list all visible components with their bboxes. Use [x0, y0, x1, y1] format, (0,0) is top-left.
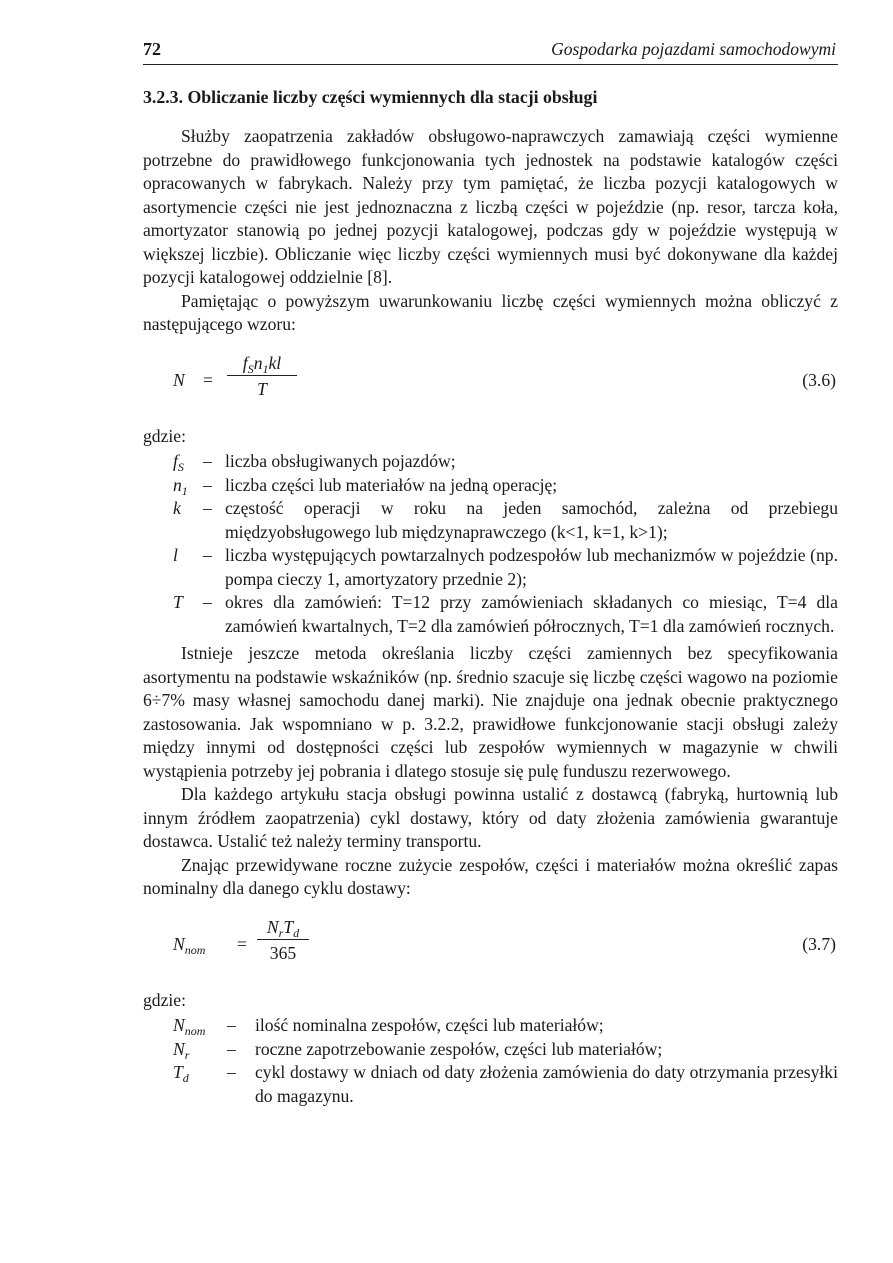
formula-3-7 [143, 915, 838, 979]
formula-equals: = [203, 369, 213, 390]
definition-Nr: $N_r$ – roczne zapotrzebowanie zespołów, części lub materiałów; [173, 1038, 663, 1062]
running-title: Gospodarka pojazdami samochodowymi [551, 39, 836, 59]
symbol-definitions-2 [143, 1014, 838, 1108]
formula-numerator: $f_Sn_1kl$ [227, 351, 297, 376]
where-label: gdzie: [143, 425, 186, 446]
definition-n1: $n_1$ – liczba części lub materiałów na jedną operację; [173, 474, 558, 498]
symbol-definitions-1 [143, 450, 838, 638]
definition-T: T – okres dla zamówień: T=12 przy zamówieniach składanych co miesiąc, T=4 dla zamówień kwartalnych, T=2 dla zamówień półrocznych, T=1 dla zamówień rocznych. [173, 592, 838, 636]
paragraph-intro: Służby zaopatrzenia zakładów obsługowo-naprawczych zamawiają części wymienne potrzebne do prawidłowego funkcjonowania tych jednostek na podstawie katalogów części opracowanych w fabrykach. Należy przy tym pamiętać, że liczba pozycji katalogowych w asortymencie części nie jest jednoznaczna z liczbą części w pojeździe (np. resor, tarcza koła, amortyzator stanowią po jednej pozycji katalogowej, podczas gdy w pojeździe występują w większej liczbie). Obliczanie więc liczby części wymiennych musi być dokonywane dla każdej pozycji katalogowej oddzielnie [8]. [143, 126, 838, 287]
formula-fraction [257, 915, 309, 966]
paragraph-nominal-stock: Znając przewidywane roczne zużycie zespołów, części i materiałów można określić zapas nominalny dla danego cyklu dostawy: [143, 854, 838, 898]
formula-denominator: T [257, 378, 267, 399]
formula-lhs: $N_{nom}$ [173, 933, 206, 957]
formula-number: (3.7) [802, 933, 836, 954]
definition-k: k – częstość operacji w roku na jeden samochód, zależna od przebiegu międzyobsługowego lub międzynaprawczego (k<1, k=1, k>1); [173, 498, 838, 542]
formula-denominator: 365 [269, 942, 297, 963]
definition-Td: $T_d$ – cykl dostawy w dniach od daty złożenia zamówienia do daty otrzymania przesyłki do magazynu. [173, 1062, 838, 1106]
book-page [143, 38, 838, 1112]
paragraph-delivery-cycle: Dla każdego artykułu stacja obsługi powinna ustalić z dostawcą (fabryką, hurtownią lub innym źródłem zaopatrzenia) cykl dostawy, który od daty złożenia zamówienia gwarantuje dostawca. Ustalić też należy terminy transportu. [143, 784, 838, 851]
formula-equals: = [237, 933, 247, 954]
page-number: 72 [143, 39, 161, 59]
where-label: gdzie: [143, 989, 186, 1010]
formula-3-6 [143, 351, 838, 415]
paragraph-alternative-method: Istnieje jeszcze metoda określania liczby części zamiennych bez specyfikowania asortymentu na podstawie wskaźników (np. średnio szacuje się liczbę części wagowo na poziomie 6÷7% masy własnej samochodu danej marki). Nie znajduje ona jednak obecnie praktycznego zastosowania. Jak wspomniano w p. 3.2.2, prawidłowe funkcjonowanie stacji obsługi zależy między innymi od dostępności części lub zespołów wymiennych w magazynie w chwili wystąpienia potrzeby jej pobrania i dlatego stosuje się pulę funduszu rezerwowego. [143, 643, 838, 781]
paragraph-formula-lead: Pamiętając o powyższym uwarunkowaniu liczbę części wymiennych można obliczyć z następującego wzoru: [143, 290, 838, 334]
formula-numerator: $N_rT_d$ [257, 915, 309, 940]
page-header [143, 38, 838, 65]
formula-number: (3.6) [802, 369, 836, 390]
section-heading: 3.2.3. Obliczanie liczby części wymiennych dla stacji obsługi [143, 87, 598, 107]
definition-l: l – liczba występujących powtarzalnych podzespołów lub mechanizmów w pojeździe (np. pompa cieczy 1, amortyzatory przednie 2); [173, 545, 838, 589]
formula-fraction [227, 351, 297, 402]
definition-fs: $f_S$ – liczba obsługiwanych pojazdów; [173, 451, 456, 474]
formula-lhs: N [173, 369, 185, 390]
definition-Nnom: $N_{nom}$ – ilość nominalna zespołów, części lub materiałów; [173, 1015, 604, 1038]
